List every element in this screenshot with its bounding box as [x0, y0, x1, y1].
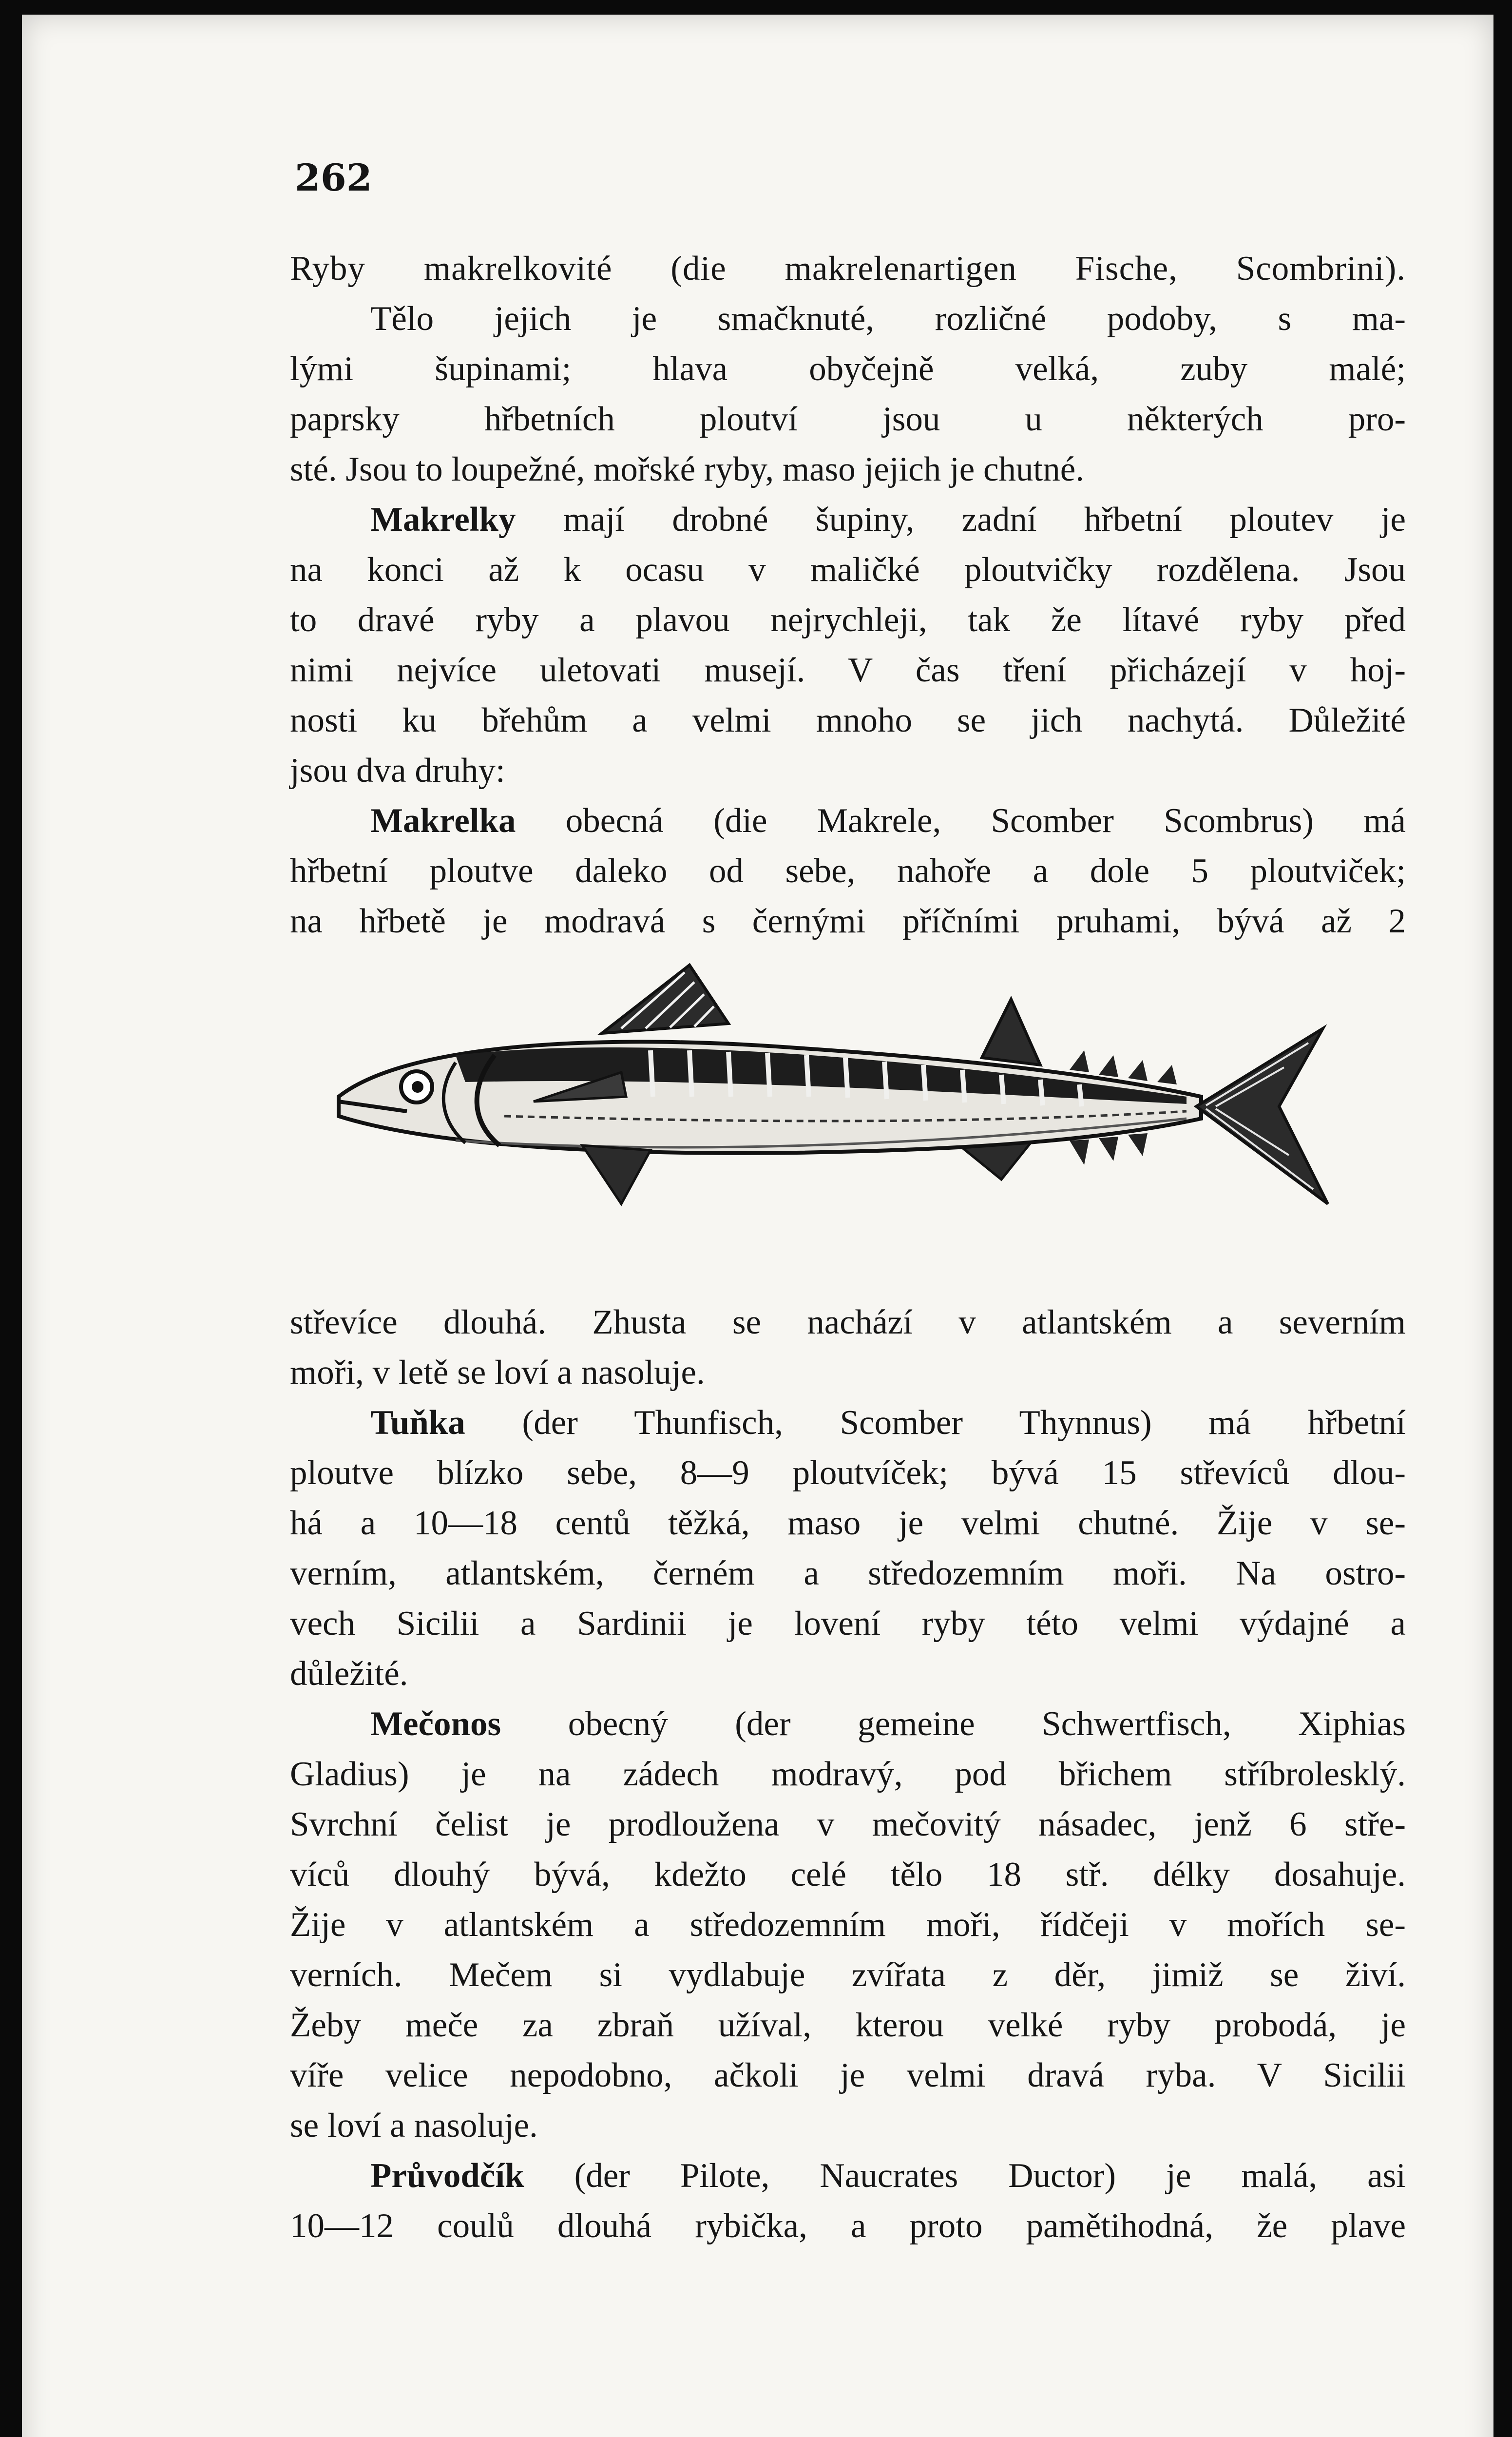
book-page [22, 15, 1493, 2437]
body-text [290, 244, 1406, 2251]
text-line: střevíce dlouhá. Zhusta se nachází v atlantském a severním [290, 1303, 1406, 1341]
text-line: se loví a nasoluje. [290, 2107, 538, 2145]
page-number: 262 [295, 156, 372, 199]
text-line: ploutve blízko sebe, 8—9 ploutvíček; bývá 15 střevíců dlou- [290, 1454, 1406, 1492]
text-line: jsou dva druhy: [290, 752, 505, 790]
text-line: nimi nejvíce uletovati musejí. V čas tření přicházejí v hoj- [290, 651, 1406, 689]
text-line: Gladius) je na zádech modravý, pod břichem stříbrolesklý. [290, 1755, 1406, 1793]
text-line: moři, v letě se loví a nasoluje. [290, 1354, 705, 1392]
text-line: Mečonos obecný (der gemeine Schwertfisch, Xiphias [370, 1705, 1406, 1743]
text-line: vech Sicilii a Sardinii je lovení ryby této velmi výdajné a [290, 1605, 1406, 1643]
text-line: víců dlouhý bývá, kdežto celé tělo 18 stř. délky dosahuje. [290, 1856, 1406, 1894]
text-line: lými šupinami; hlava obyčejně velká, zuby malé; [290, 350, 1406, 388]
mackerel-icon [309, 950, 1381, 1292]
text-line: 10—12 coulů dlouhá rybička, a proto pamětihodná, že plave [290, 2207, 1406, 2245]
entry-term: Makrelky [370, 501, 516, 539]
text-line: to dravé ryby a plavou nejrychleji, tak že lítavé ryby před [290, 601, 1406, 639]
text-line: Tělo jejich je smačknuté, rozličné podoby, s ma- [370, 300, 1406, 338]
text-line: důležité. [290, 1655, 408, 1693]
entry-term: Makrelka [370, 802, 516, 840]
text-line: sté. Jsou to loupežné, mořské ryby, maso jejich je chutné. [290, 450, 1084, 488]
text-line: hřbetní ploutve daleko od sebe, nahoře a dole 5 ploutviček; [290, 852, 1406, 890]
text-line: paprsky hřbetních ploutví jsou u některých pro- [290, 400, 1406, 438]
text-line: na hřbetě je modravá s černými příčními pruhami, bývá až 2 [290, 902, 1406, 940]
mackerel-illustration [290, 950, 1406, 1292]
text-line: há a 10—18 centů těžká, maso je velmi chutné. Žije v se- [290, 1504, 1406, 1542]
text-line: verním, atlantském, černém a středozemním moři. Na ostro- [290, 1554, 1406, 1592]
text-line: na konci až k ocasu v maličké ploutvičky rozdělena. Jsou [290, 551, 1406, 589]
text-line: Průvodčík (der Pilote, Naucrates Ductor) je malá, asi [370, 2157, 1406, 2195]
text-line: Žije v atlantském a středozemním moři, řídčeji v mořích se- [290, 1906, 1406, 1944]
text-line: Žeby meče za zbraň užíval, kterou velké ryby probodá, je [290, 2006, 1406, 2044]
entry-term: Mečonos [370, 1705, 501, 1743]
text-line: Makrelka obecná (die Makrele, Scomber Scombrus) má [370, 802, 1406, 840]
entry-term: Tuňka [370, 1404, 465, 1442]
text-line: Makrelky mají drobné šupiny, zadní hřbetní ploutev je [370, 501, 1406, 539]
text-line: víře velice nepodobno, ačkoli je velmi dravá ryba. V Sicilii [290, 2056, 1406, 2094]
text-line: Tuňka (der Thunfisch, Scomber Thynnus) má hřbetní [370, 1404, 1406, 1442]
section-heading: Ryby makrelkovité (die makrelenartigen Fische, Scombrini). [290, 250, 1406, 288]
text-line: Svrchní čelist je prodloužena v mečovitý násadec, jenž 6 stře- [290, 1805, 1406, 1843]
text-line: nosti ku břehům a velmi mnoho se jich nachytá. Důležité [290, 701, 1406, 739]
entry-term: Průvodčík [370, 2157, 524, 2195]
text-line: verních. Mečem si vydlabuje zvířata z děr, jimiž se živí. [290, 1956, 1406, 1994]
